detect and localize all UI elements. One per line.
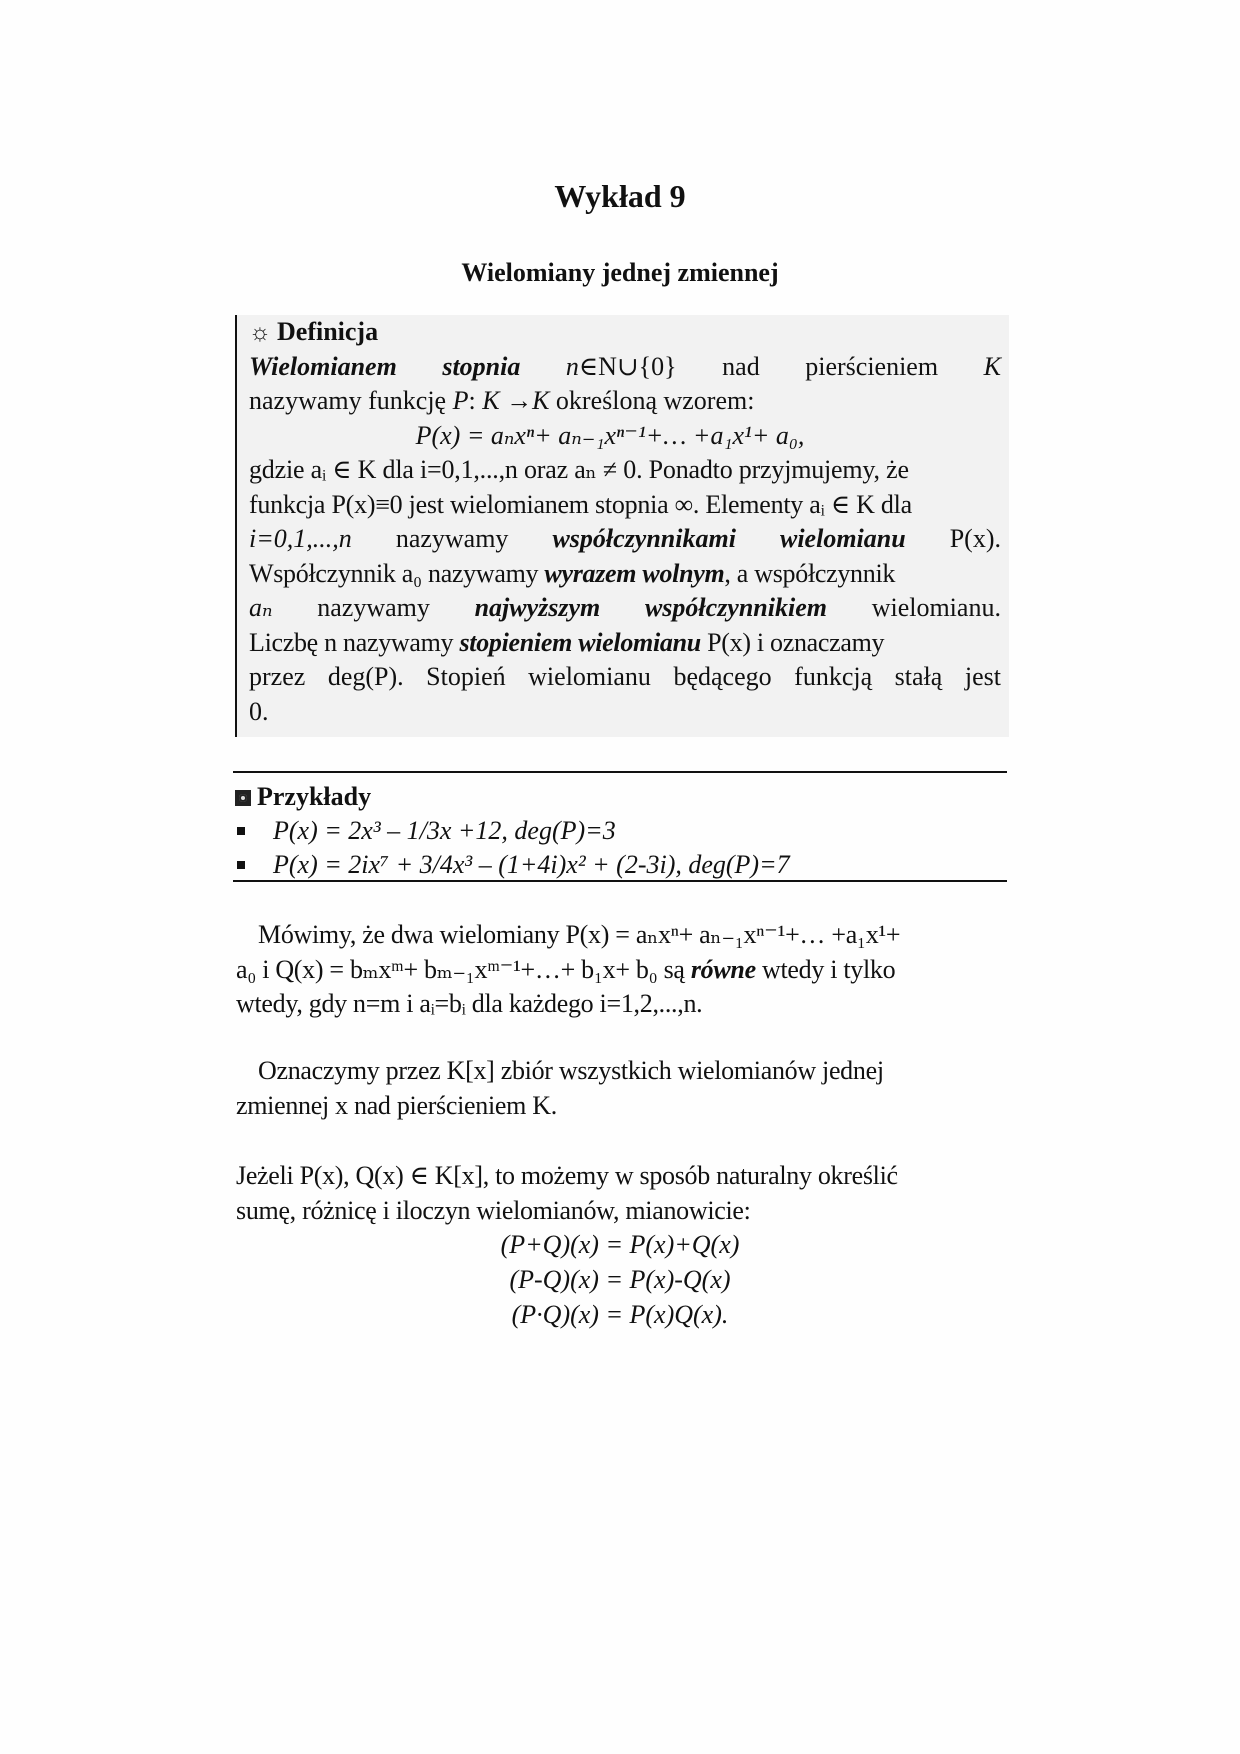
definition-line-5: funkcja P(x)≡0 jest wielomianem stopnia ∞. Elementy aᵢ ∈ K dla [249, 489, 912, 519]
examples-top-rule [233, 771, 1007, 773]
examples-section [235, 780, 1007, 882]
definition-line-9: Liczbę n nazywamy stopieniem wielomianu P(x) i oznaczamy [249, 627, 885, 657]
formula-sum: (P+Q)(x) = P(x)+Q(x) [500, 1230, 740, 1259]
bullet-icon [237, 827, 245, 835]
equality-paragraph: Mówimy, że dwa wielomiany P(x) = aₙxⁿ+ aₙ₋₁xⁿ⁻¹+… +a₁x¹+ a₀ i Q(x) = bₘxᵐ+ bₘ₋₁xᵐ⁻¹+…+ b₁x+ b₀ są równe wtedy i tylko wtedy, gdy n=m i aᵢ=bᵢ dla każdego i=1,2,...,n. [236, 920, 901, 1018]
definition-line-1: Wielomianem stopnia n∈N∪{0} nad pierścieniem K [249, 351, 1001, 381]
sun-icon: ☼ [249, 320, 271, 346]
operations-paragraph: Jeżeli P(x), Q(x) ∈ K[x], to możemy w sposób naturalny określić sumę, różnicę i iloczyn wielomianów, mianowicie: [236, 1161, 898, 1225]
definition-heading: ☼ Definicja [249, 317, 379, 346]
definition-line-10: przez deg(P). Stopień wielomianu będącego funkcją stałą jest [249, 662, 1001, 691]
definition-formula: P(x) = aₙxⁿ+ aₙ₋₁xⁿ⁻¹+… +a₁x¹+ a₀, [415, 420, 805, 450]
target-square-icon [235, 790, 251, 806]
section-subtitle: Wielomiany jednej zmiennej [461, 258, 779, 287]
definition-line-8: aₙ nazywamy najwyższym współczynnikiem wielomianu. [249, 593, 1001, 622]
formula-product: (P·Q)(x) = P(x)Q(x). [511, 1300, 729, 1329]
bullet-icon [237, 861, 245, 869]
example-item: P(x) = 2x³ – 1/3x +12, deg(P)=3 [235, 814, 1007, 848]
examples-heading: Przykłady [235, 780, 1007, 814]
definition-line-11: 0. [249, 696, 269, 726]
lecture-title: Wykład 9 [554, 178, 686, 214]
definition-line-2: nazywamy funkcję P: K →K określoną wzorem: [249, 386, 755, 415]
definition-box [235, 315, 1009, 737]
definition-line-6: i=0,1,...,n nazywamy współczynnikami wielomianu P(x). [249, 524, 1001, 553]
kx-paragraph: Oznaczymy przez K[x] zbiór wszystkich wielomianów jednej zmiennej x nad pierścieniem K. [236, 1056, 884, 1120]
example-item: P(x) = 2ix⁷ + 3/4x³ – (1+4i)x² + (2-3i), deg(P)=7 [235, 848, 1007, 882]
definition-line-7: Współczynnik a₀ nazywamy wyrazem wolnym, a współczynnik [249, 558, 896, 588]
definition-line-4: gdzie aᵢ ∈ K dla i=0,1,...,n oraz aₙ ≠ 0. Ponadto przyjmujemy, że [249, 455, 909, 484]
formula-difference: (P-Q)(x) = P(x)-Q(x) [509, 1265, 731, 1294]
examples-bottom-rule [233, 880, 1007, 882]
